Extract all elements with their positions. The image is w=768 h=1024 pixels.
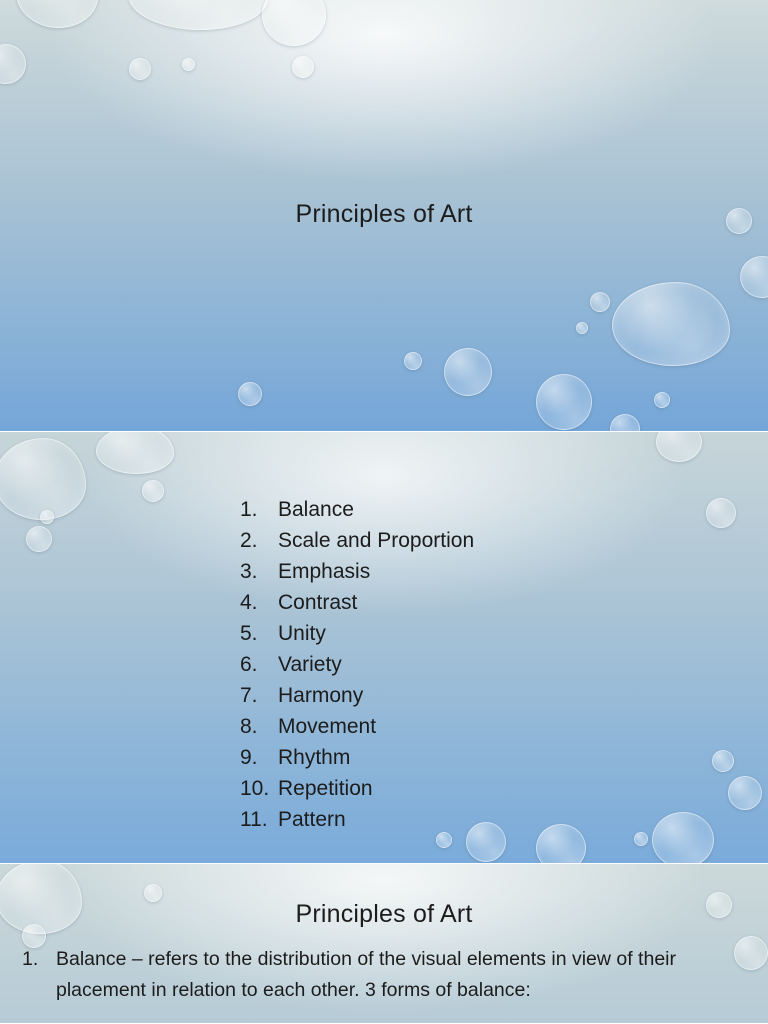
balance-definition xyxy=(22,944,724,1006)
bubble-icon xyxy=(712,750,734,772)
list-item xyxy=(240,773,474,804)
list-item-label: Scale and Proportion xyxy=(278,529,475,552)
page-title: Principles of Art xyxy=(295,200,473,228)
list-item xyxy=(240,587,474,618)
bubble-icon xyxy=(238,382,262,406)
list-item xyxy=(240,742,474,773)
list-item xyxy=(240,525,474,556)
list-item-marker: 1. xyxy=(22,948,39,970)
list-item-marker: 9. xyxy=(240,746,258,769)
slide-balance xyxy=(0,864,768,1024)
list-item xyxy=(240,556,474,587)
list-item-marker: 6. xyxy=(240,653,258,676)
list-item-label: Variety xyxy=(278,653,342,676)
list-item-label: Rhythm xyxy=(278,746,351,769)
list-item-marker: 3. xyxy=(240,560,258,583)
list-item-marker: 11. xyxy=(240,808,268,831)
bubble-icon xyxy=(706,498,736,528)
list-item-label: Harmony xyxy=(278,684,364,707)
list-item-marker: 7. xyxy=(240,684,258,707)
bubble-icon xyxy=(590,292,610,312)
bubble-icon xyxy=(129,58,151,80)
bubble-icon xyxy=(634,832,648,846)
bubble-icon xyxy=(128,0,268,30)
list-item xyxy=(240,494,474,525)
list-item-marker: 4. xyxy=(240,591,258,614)
list-item-label: Repetition xyxy=(278,777,373,800)
list-item-label: Movement xyxy=(278,715,377,738)
list-item-marker: 2. xyxy=(240,529,258,552)
bubble-icon xyxy=(654,392,670,408)
list-item xyxy=(240,680,474,711)
bubble-icon xyxy=(404,352,422,370)
bubble-icon xyxy=(26,526,52,552)
list-item-marker: 10. xyxy=(240,777,270,800)
slide-principles-list xyxy=(0,432,768,864)
bubble-icon xyxy=(536,824,586,864)
list-item xyxy=(240,649,474,680)
page-title: Principles of Art xyxy=(295,900,473,928)
slide-title xyxy=(0,0,768,432)
list-item-label: Unity xyxy=(278,622,326,645)
bubble-icon xyxy=(142,480,164,502)
list-item-label: Contrast xyxy=(278,591,358,614)
list-item xyxy=(240,804,474,835)
list-item xyxy=(240,618,474,649)
list-item xyxy=(240,711,474,742)
bubble-icon xyxy=(610,414,640,432)
bubble-icon xyxy=(656,432,702,462)
bubble-icon xyxy=(16,0,98,28)
bubble-icon xyxy=(576,322,588,334)
list-item-label: Emphasis xyxy=(278,560,371,583)
list-item-label: Balance – refers to the distribution of the visual elements in view of their placement in relation to each other. 3 forms of balance: xyxy=(56,948,676,1001)
list-item-marker: 5. xyxy=(240,622,258,645)
bubble-icon xyxy=(0,44,26,84)
list-item-label: Pattern xyxy=(278,808,346,831)
list-item-label: Balance xyxy=(278,498,354,521)
bubble-icon xyxy=(40,510,54,524)
bubble-icon xyxy=(0,438,86,520)
bubble-icon xyxy=(740,256,768,298)
bubble-icon xyxy=(182,58,195,71)
bubble-icon xyxy=(262,0,326,46)
bubble-icon xyxy=(96,432,174,474)
list-item-marker: 1. xyxy=(240,498,258,521)
principles-list xyxy=(240,494,474,835)
bubble-icon xyxy=(652,812,714,864)
list-item-marker: 8. xyxy=(240,715,258,738)
bubble-icon xyxy=(728,776,762,810)
bubble-icon xyxy=(444,348,492,396)
bubble-icon xyxy=(536,374,592,430)
bubble-icon xyxy=(292,56,314,78)
bubble-icon xyxy=(734,936,768,970)
bubble-icon xyxy=(612,282,730,366)
